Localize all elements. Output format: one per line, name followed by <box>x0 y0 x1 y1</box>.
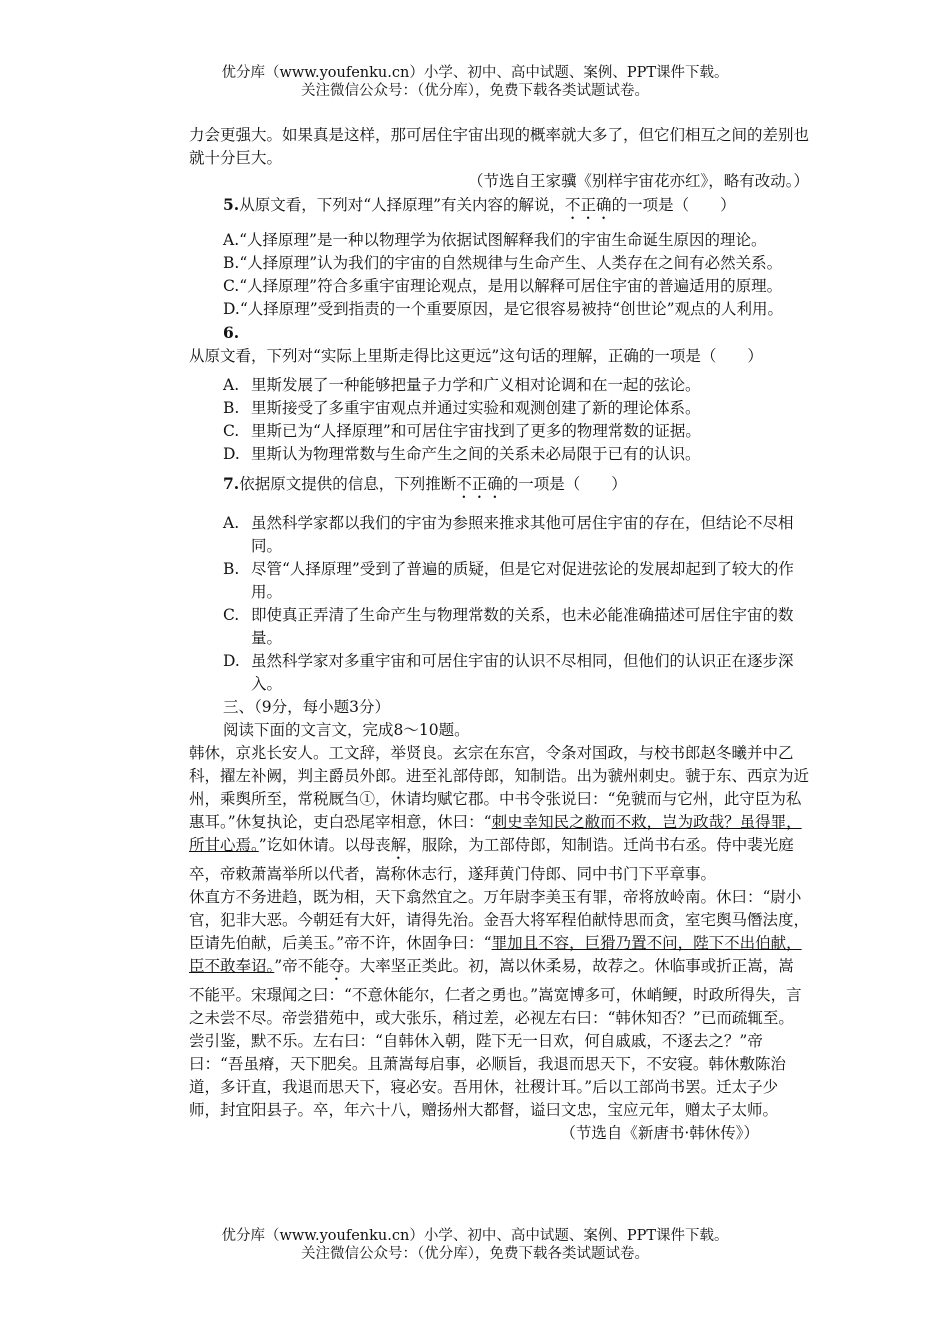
q7-option-c-label: C. <box>223 606 240 624</box>
section-3-instruction: 阅读下面的文言文，完成8～10题。 <box>223 721 470 739</box>
classical-paragraph-2 <box>189 886 809 1122</box>
q5-option-a-label: A. <box>223 231 240 249</box>
classical-p1-text-c: 讫如休请。以母丧 <box>266 836 391 854</box>
question-7 <box>189 472 809 502</box>
header-line-1: 优分库（www.youfenku.cn）小学、初中、高中试题、案例、PPT课件下载。 <box>221 65 729 81</box>
q7-option-c <box>189 604 809 650</box>
section-3-title: 三、（9分，每小题3分） <box>223 698 390 716</box>
q6-option-d-text: 里斯认为物理常数与生命产生之间的关系未必局限于已有的认识。 <box>251 445 701 463</box>
question-7-emphasis: 不正确 <box>456 475 503 493</box>
question-6-stem: 从原文看，下列对“实际上里斯走得比这更远”这句话的理解，正确的一项是（ ） <box>189 347 763 365</box>
classical-p2-emphasis: 夺 <box>328 957 345 975</box>
classical-source: （节选自《新唐书·韩休传》） <box>560 1124 759 1142</box>
q6-option-a-text: 里斯发展了一种能够把量子力学和广义相对论调和在一起的弦论。 <box>251 376 701 394</box>
classical-p2-text-c: 。大率坚正类此。初，嵩以休柔易，故荐之。休临事或折正嵩，嵩不能平。宋璟闻之曰：“不意休能尔，仁者之勇也。”嵩宽博多可，休峭鲠，时政所得失，言之未尝不尽。帝尝猎苑中，或大张乐，稍过差，必视左右曰：“韩休知否？”已而疏辄至。尝引鉴，默不乐。左右曰：“自韩休入朝，陛下无一日欢，何自戚戚，不逐去之？”帝曰：“吾虽瘠，天下肥矣。且萧嵩每启事，必顺旨，我退而思天下，不安寝。韩休敷陈治道，多讦直，我退而思天下，寝必安。吾用休，社稷计耳。”后以工部尚书罢。迁太子少师，封宜阳县子。卒，年六十八，赠扬州大都督，谥曰文忠，宝应元年，赠太子太师。 <box>189 957 802 1119</box>
classical-p1-quote-close: ” <box>258 836 267 854</box>
question-7-stem-post: 的一项是（ ） <box>502 475 627 493</box>
q6-option-a <box>189 374 809 397</box>
q6-option-c-text: 里斯已为“人择原理”和可居住宇宙找到了更多的物理常数的证据。 <box>251 422 701 440</box>
footer-line-1: 优分库（www.youfenku.cn）小学、初中、高中试题、案例、PPT课件下载。 <box>221 1228 729 1244</box>
q6-option-c <box>189 420 809 443</box>
q6-option-b <box>189 397 809 420</box>
classical-p2-underlined: 罪加且不容，巨猾乃置不问，陛下不出伯献，臣不敢奉诏。 <box>189 934 802 975</box>
question-5-number: 5. <box>223 195 240 214</box>
q5-option-d-label: D. <box>223 300 240 318</box>
header-line-2: 关注微信公众号：（优分库），免费下载各类试题试卷。 <box>301 83 649 99</box>
q5-option-b-text: “人择原理”认为我们的宇宙的自然规律与生命产生、人类存在之间有必然关系。 <box>239 254 783 272</box>
q5-option-c-label: C. <box>223 277 240 295</box>
question-6 <box>189 321 809 368</box>
question-5-emphasis: 不正确 <box>565 196 612 214</box>
q7-option-b-label: B. <box>223 560 240 578</box>
classical-paragraph-1 <box>189 742 809 886</box>
classical-p1-emphasis: 解 <box>390 836 407 854</box>
q7-option-d-label: D. <box>223 652 240 670</box>
question-5 <box>189 193 809 223</box>
question-7-number: 7. <box>223 474 240 493</box>
q6-option-b-text: 里斯接受了多重宇宙观点并通过实验和观测创建了新的理论体系。 <box>251 399 701 417</box>
q7-option-a-text: 虽然科学家都以我们的宇宙为参照来推求其他可居住宇宙的存在，但结论不尽相同。 <box>251 514 794 555</box>
page-header <box>0 64 950 100</box>
q5-option-d-text: “人择原理”受到指责的一个重要原因，是它很容易被持“创世论”观点的人利用。 <box>239 300 784 318</box>
q7-option-c-text: 即使真正弄清了生命产生与物理常数的关系，也未必能准确描述可居住宇宙的数量。 <box>251 606 794 647</box>
q5-option-b <box>189 252 809 275</box>
q7-option-d <box>189 650 809 696</box>
q7-option-d-text: 虽然科学家对多重宇宙和可居住宇宙的认识不尽相同，但他们的认识正在逐步深入。 <box>251 652 794 693</box>
q5-option-c <box>189 275 809 298</box>
question-7-stem-pre: 依据原文提供的信息，下列推断 <box>239 475 457 493</box>
classical-p1-text-a: 韩休，京兆长安人。工文辞，举贤良。玄宗在东宫，令条对国政，与校书郎赵冬曦并中乙科，擢左补阙，判主爵员外郎。进至礼部侍郎，知制诰。出为虢州刺史。虢于东、西京为近州，乘舆所至，常税厩刍①，休请均赋它郡。中书令张说曰：“免虢而与它州，此守臣为私惠耳。”休复执论，吏白恐尾宰相意，休曰：“ <box>189 744 810 831</box>
q5-option-d <box>189 298 809 321</box>
question-5-stem-pre: 从原文看，下列对“人择原理”有关内容的解说， <box>239 196 566 214</box>
classical-p2-text-a: 休直方不务进趋，既为相，天下翕然宜之。万年尉李美玉有罪，帝将放岭南。休曰：“尉小官，犯非大恶。今朝廷有大奸，请得先治。金吾大将军程伯献恃思而贪，室宅舆马僭法度，臣请先伯献，后美玉。”帝不许，休固争曰：“ <box>189 888 810 952</box>
q5-option-a-text: “人择原理”是一种以物理学为依据试图解释我们的宇宙生命诞生原因的理论。 <box>239 231 767 249</box>
q6-option-b-label: B. <box>223 399 240 417</box>
question-6-number: 6. <box>223 323 240 342</box>
question-5-stem-post: 的一项是（ ） <box>611 196 736 214</box>
page-footer <box>0 1227 950 1263</box>
q7-option-b <box>189 558 809 604</box>
q6-option-d <box>189 443 809 466</box>
q7-option-a-label: A. <box>223 514 240 532</box>
passage-tail: 力会更强大。如果真是这样，那可居住宇宙出现的概率就大多了，但它们相互之间的差别也就十分巨大。 <box>189 126 810 167</box>
q5-option-a <box>189 229 809 252</box>
document-body <box>189 124 809 1145</box>
q6-option-d-label: D. <box>223 445 240 463</box>
q7-option-a <box>189 512 809 558</box>
classical-p1-text-d: ，服除，为工部侍郎，知制诰。迁尚书右丞。侍中裴光庭卒，帝敕萧嵩举所以代者，嵩称休志行，遂拜黄门侍郎、同中书门下平章事。 <box>189 836 794 883</box>
q7-option-b-text: 尽管“人择原理”受到了普遍的质疑，但是它对促进弦论的发展却起到了较大的作用。 <box>251 560 794 601</box>
classical-p1-underlined: 刺史幸知民之敝而不救，岂为政哉？虽得罪，所甘心焉。 <box>189 813 802 854</box>
footer-line-2: 关注微信公众号：（优分库），免费下载各类试题试卷。 <box>301 1246 649 1262</box>
q5-option-b-label: B. <box>223 254 240 272</box>
q6-option-c-label: C. <box>223 422 240 440</box>
passage-source: （节选自王家骥《别样宇宙花亦红》，略有改动。） <box>467 172 809 190</box>
q6-option-a-label: A. <box>223 376 240 394</box>
classical-p2-text-b: ”帝不能 <box>274 957 329 975</box>
q5-option-c-text: “人择原理”符合多重宇宙理论观点，是用以解释可居住宇宙的普遍适用的原理。 <box>239 277 783 295</box>
